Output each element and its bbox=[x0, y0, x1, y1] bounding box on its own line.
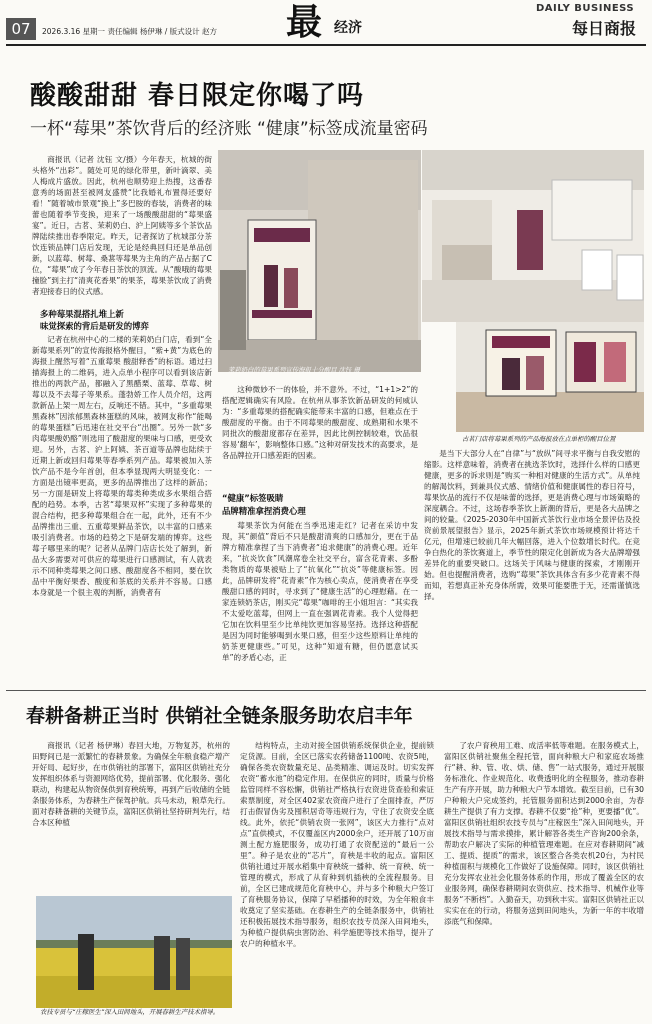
dateline: 2026.3.16 星期一 责任编辑 杨伊琳 / 版式设计 赵方 bbox=[42, 27, 218, 36]
photo-counter-image bbox=[456, 322, 644, 432]
page-header bbox=[0, 0, 652, 48]
photo-poster-caption: 茉莉奶白的莓果系列宣传海报十分醒目 沈钰 摄 bbox=[228, 366, 360, 374]
article1-title: 酸酸甜甜 春日限定你喝了吗 bbox=[30, 81, 365, 111]
paper-name-cn: 每日商报 bbox=[572, 19, 637, 38]
article1-col2-body2: 莓果茶饮为何能在当季迅速走红？记者在采访中发现，其“颜值”背后不只是酸甜清爽的口感加分，更在于品牌方精准拿捏了当下消费者“追求健康”的消费心理。近年来，“抗炎饮食”风潮席卷全社交平台，富含花青素、多酚类物质的莓果被贴上了“抗氧化”“抗炎”等健康标签。因此，品牌研发将“花青素”作为核心卖点，使消费者在享受酸甜口感的同时，寻求到了“健康生活”的心理慰藉。在一家连锁奶茶店，刚买完“莓果”咖啡的王小姐坦言：“其实我不太爱吃蓝莓，但网上一直在强调花青素。我个人觉得把它加在饮料里至少比单纯饮更加容易坚持。选择这种搭配是因为同时能够喝到水果口感，但至少这些原料让单纯的奶茶更健康些。”可见，这种“知道有糖，但仍愿意试买单”的矛盾心态，正 bbox=[222, 521, 418, 662]
article2-col2-body: 结构特点，主动对接全国供销系统保供企业，提前锁定货源。目前，全区已落实农药储备1100吨、农资5吨，确保各类农资数量充足、品类精准、调运及时。切实发挥农资“蓄水池”的稳定作用。在保供应的同时，质量与价格监管同样不容松懈，供销社严格执行农资进货查验和索证索票制度，对全区402家农资商户进行了全面排查，严厉打击假冒伪劣及囤积居奇等违规行为，守住了农资安全底线。此外，依托“供销农资一张网”，该区大力推行“点对点”直供模式，不仅覆盖区内2000余户，还开展了10万亩测土配方施肥服务，成功打通了农资配送的“最后一公里”。种子是农业的“芯片”，育秧是丰收的起点。富阳区供销社通过开展水稻集中育秧统一播种、统一育秧、统一管理的模式，形成了从育种到机插秧的全流程服务。目前，全区已建成规范化育秧中心，并与多个种粮大户签订了育秧服务协议，保障了早稻播种的时效，为全年粮食丰收奠定了坚实基础。在春耕生产的全链条服务中，供销社还积极拓展技术指导服务，组织农技专员深入田间地头，为种植户提供病虫害防治、科学施肥等技术指导，提升了农户的种植水平。 bbox=[240, 741, 434, 948]
photo-storefront bbox=[422, 150, 644, 322]
article1-col1-subhead1: 多种莓果混搭扎堆上新 bbox=[40, 309, 124, 319]
article1-col2-subhead1: “健康”标签吸睛 bbox=[222, 493, 284, 503]
article2-title: 春耕备耕正当时 供销社全链条服务助农启丰年 bbox=[26, 705, 413, 727]
photo-poster bbox=[218, 150, 421, 372]
photo-poster-image bbox=[218, 150, 421, 372]
article1-subtitle: 一杯“莓果”茶饮背后的经济账 “健康”标签成流量密码 bbox=[30, 119, 428, 139]
article1-col1-subhead2: 味觉探索的背后是研发的博弈 bbox=[40, 321, 149, 331]
section-divider bbox=[6, 690, 646, 691]
article1-intro: 商报讯（记者 沈钰 文/摄）今年春天，杭城的街头格外“出彩”。随处可见的绿化带里，新叶滴翠、美人梅成片盛放。因此，杭州也顺势迎上热搜，这番春意秀的场面甚至被网友盛赞“比我婚礼布置得还要好看！”随着城市景观“换上”多巴胺的春装，消费者的味蕾也随着季节变换，迎来了一场酸酸甜甜的“莓果盛宴”。近日，古茗、茉莉奶白、沪上阿姨等多个茶饮品牌陆续推出春季限定。昨天，记者探访了杭城部分茶饮连锁品牌门店后发现，无论是经典回归还是单品创新，以蓝莓、树莓、桑葚等莓果为主角的产品占据了C位，“莓果”成了今年春日茶饮的顶流。从“酸哦的莓果撞脸”到主打“清爽花香果”的果茶，莓果茶饮成了消费者迎接春日的仪式感。 bbox=[32, 155, 212, 296]
section-name: 经济 bbox=[334, 20, 362, 36]
article1-col2-subhead2: 品牌精准拿捏消费心理 bbox=[222, 506, 306, 516]
article2-col3-body: 了农户育秧用工难、成活率低等难题。在服务模式上，富阳区供销社聚焦全程托管，面向种粮大户和家庭农场推行“耕、种、管、收、烘、储、售”一站式服务，通过开展服务标准化、作业规范化、收费透明化的全程服务，推动春耕生产有序开展，助力种粮大户节本增效。截至目前，已有30户种粮大户完成签约，托管服务面积达到2000余亩，为春耕生产提供了有力支撑。春耕不仅要“抢”种，更要播“优”。富阳区供销社组织农技专员与“庄稼医生”深入田间地头，开展技术指导与需求摸排，累计解答各类生产咨询200余条，帮助农户解决了实际的种植管理难题。在应对春耕期间“减工、提质、提质”的需求，该区整合各类农机20台，为村民种植面积与规模化工作做好了设施保障。同时，该区供销社充分发挥农业社会化服务体系的作用，形成了覆盖全区的农业服务网，确保春耕期间农资供应、技术指导、机械作业等服务“不断档”。入勤奋天，功到秋丰实。富阳区供销社正以实实在在的行动，将服务送到田间地头，为新一年的丰收增添底气和保障。 bbox=[444, 741, 644, 926]
photo-field-image bbox=[36, 896, 232, 1008]
photo-counter bbox=[456, 322, 644, 432]
paper-name-en: DAILY BUSINESS bbox=[536, 3, 635, 14]
section-logo-char: 最 bbox=[286, 1, 323, 43]
header-rule bbox=[6, 44, 646, 46]
photo-field-caption: 农技专员与“庄稼医生”深入田间地头，开展春耕生产技术指导。 bbox=[40, 1008, 220, 1016]
photo-field bbox=[36, 896, 232, 1008]
article1-col3-body: 是当下大部分人在“自律”与“放纵”间寻求平衡与自我安慰的缩影。这样意味着，消费者在挑选茶饮时，选择什么样的口感更健康，更多的诉求则是“购买一种相对健康的生活方式”。从单纯的解渴饮料，到兼具仪式感、情绪价值和健康属性的春日符号，莓果饮品的流行不仅是味蕾的选择，更是消费心理与市场策略的深度耦合。不过，这场春季茶饮上新潮的背后，更是各大品牌之间的较量。《2025-2030年中国新式茶饮行业市场全景评估及投资前景展望报告》显示，2025年新式茶饮市场规模预计将达千亿元，但增速已较前几年大幅回落，进入个位数增长时代。在竞争白热化的茶饮赛道上，季节性的限定化创新成为各大品牌增强差异化的重要突破口。这场关于风味与健康的探索，才刚刚开始。但也提醒消费者，选购“莓果”茶饮具体含有多少花青素不得而知，若想真正补充身体所需，效果可能要胜于无，还需谨慎选择。 bbox=[424, 449, 640, 601]
photo-storefront-image bbox=[422, 150, 644, 322]
article1-col1-body: 记者在杭州中心的二楼的茉莉奶白门店，看到“全新莓果系列”的宣传海报格外醒目，“紫+黄”为底色的海报上醒然写着“五重莓果 酸甜释香”的标语。通过扫描海报上的二维码，进入点单小程序可以看到该店新推出的两款产品，都融入了黑醋栗、蓝莓、草莓、树莓以及不去莓子等果系。蓬勃娇工作人员介绍，这两款新品上架一周左右，反响还不错。其中，“多重莓果黑森林”因浓郁黑森林蛋糕的风味，被网友称作“能喝的莓果蛋糕”后迅速在社交平台“出圈”。另外一款“多肉莓果酸奶酪”则选用了酸甜度的果味与口感，更受欢迎。另外，古茗、沪上阿姨、茶百道等品牌也陆续于近期上新或回归莓果等春季系列产品。莓果被加入茶饮产品不是今年首创，但本季显现两大明显变化：一方面是出镜率更高，更多的品牌推出了这样的新品；另一方面是研发上将莓果的莓类种类成多水果组合搭配的趋势。本季，古茗“莓果双杯”实现了多种莓果的混合结构，把多种莓果组合在一起，此外，还有不少品牌推出三重、五重莓果鲜品茶饮，以丰富的口感来吸引消费者。市场的趋势之下是研发端的博弈。这些莓子哪里来的呢？记者从品牌门店店长处了解到，新品大多需要对可供应的莓果进行口感测试，有人就表示不同种类莓果之间口感、酸甜度各不相同，要在饮品中平衡好果香、酸度和茶底的关系并不容易。口感本身就是一个很主观的判断，消费者有 bbox=[32, 335, 212, 597]
article2-col1-body: 商报讯（记者 杨伊琳）春回大地，万物复苏，杭州的田野间已是一派繁忙的春耕景象。为确保全年粮食稳产增产开好局、起好步，在市供销社的部署下，富阳区供销社充分发挥组织体系与资源网络优势，提前部署、优化服务、强化联动，构建起从物资保供到育秧统筹，再到产后收储的全链条服务体系，为春耕生产保驾护航。兵马未动，粮草先行。面对春耕备耕的关键节点，富阳区供销社坚持研判先行，结合本区种植 bbox=[32, 741, 230, 827]
article1-col2-body: 这种微妙不一的体验，并不意外。不过，“1+1>2”的搭配逻辑确实有风险。在杭州从事茶饮新品研发的何威认为：“多重莓果的搭配确实能带来丰富的口感，但难点在于酸甜度的平衡。由于不同莓果的酸甜度、成熟期和水果不同批次的酸甜度都存在差异，因此比例控制较难，饮品很容易‘翻车’，影响整体口感。”这种对研发技术的高要求，是各品牌拉开口感差距的因素。 bbox=[222, 385, 418, 460]
photo-counter-caption: 古茗门店将莓果系列的产品海报放在点单柜的醒目位置 bbox=[462, 435, 616, 443]
page-number: 07 bbox=[6, 18, 36, 40]
